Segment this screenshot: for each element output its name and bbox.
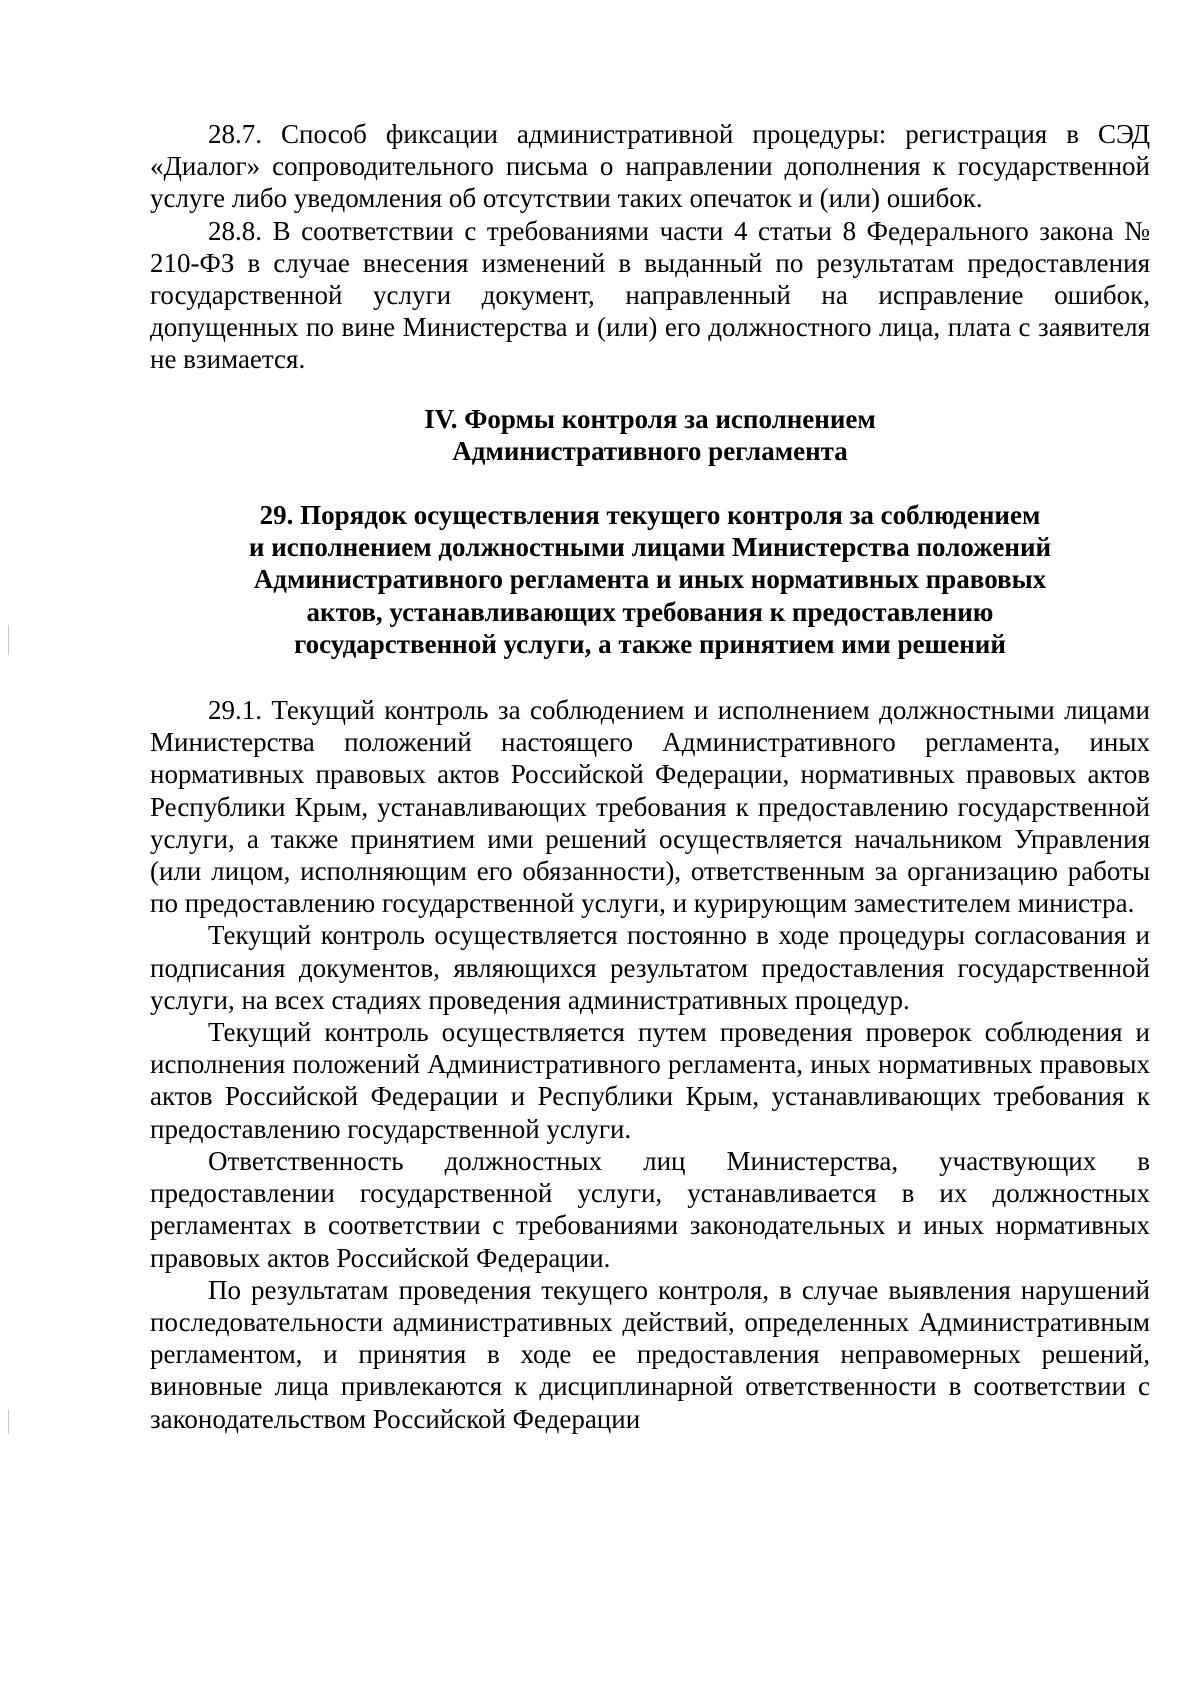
paragraph-28-7: 28.7. Способ фиксации административной процедуры: регистрация в СЭД «Диалог» сопроводительного письма о направлении дополнения к государственной услуге либо уведомления об отсутствии таких опечаток и (или) ошибок. <box>150 119 1150 214</box>
subsection-heading-29 <box>150 499 1150 660</box>
subsection-heading-line: государственной услуги, а также принятием ими решений <box>294 628 1006 659</box>
section-heading-line: IV. Формы контроля за исполнением <box>424 403 876 434</box>
scan-artifact-line <box>8 1410 9 1434</box>
subsection-heading-line: и исполнением должностными лицами Министерства положений <box>248 532 1052 563</box>
paragraph-disciplinary: По результатам проведения текущего контроля, в случае выявления нарушений последовательности административных действий, определенных Административным регламентом, и принятия в ходе ее предоставления неправомерных решений, виновные лица привлекаются к дисциплинарной ответственности в соответствии с законодательством Российской Федерации <box>150 1274 1150 1434</box>
paragraph-28-8: 28.8. В соответствии с требованиями части 4 статьи 8 Федерального закона № 210-ФЗ в случае внесения изменений в выданный по результатам предоставления государственной услуги документ, направленный на исправление ошибок, допущенных по вине Министерства и (или) его должностного лица, плата с заявителя не взимается. <box>150 215 1150 375</box>
document-body <box>150 118 1150 1435</box>
subsection-heading-line: 29. Порядок осуществления текущего контроля за соблюдением <box>259 500 1041 531</box>
section-heading-iv <box>150 403 1150 467</box>
paragraph-current-control-procedure: Текущий контроль осуществляется постоянно в ходе процедуры согласования и подписания документов, являющихся результатом предоставления государственной услуги, на всех стадиях проведения административных процедур. <box>150 920 1150 1015</box>
paragraph-responsibility: Ответственность должностных лиц Министерства, участвующих в предоставлении государственной услуги, устанавливается в их должностных регламентах в соответствии с требованиями законодательных и иных нормативных правовых актов Российской Федерации. <box>150 1145 1150 1273</box>
section-heading-line: Административного регламента <box>452 435 848 466</box>
paragraph-29-1: 29.1. Текущий контроль за соблюдением и исполнением должностными лицами Министерства положений настоящего Административного регламента, иных нормативных правовых актов Российской Федерации, нормативных правовых актов Республики Крым, устанавливающих требования к предоставлению государственной услуги, а также принятием ими решений осуществляется начальником Управления (или лицом, исполняющим его обязанности), ответственным за организацию работы по предоставлению государственной услуги, и курирующим заместителем министра. <box>150 695 1150 919</box>
subsection-heading-line: актов, устанавливающих требования к предоставлению <box>306 596 994 627</box>
scan-artifact-line <box>8 625 9 655</box>
subsection-heading-line: Административного регламента и иных нормативных правовых <box>253 564 1047 595</box>
paragraph-current-control-checks: Текущий контроль осуществляется путем проведения проверок соблюдения и исполнения положений Административного регламента, иных нормативных правовых актов Российской Федерации и Республики Крым, устанавливающих требования к предоставлению государственной услуги. <box>150 1017 1150 1144</box>
